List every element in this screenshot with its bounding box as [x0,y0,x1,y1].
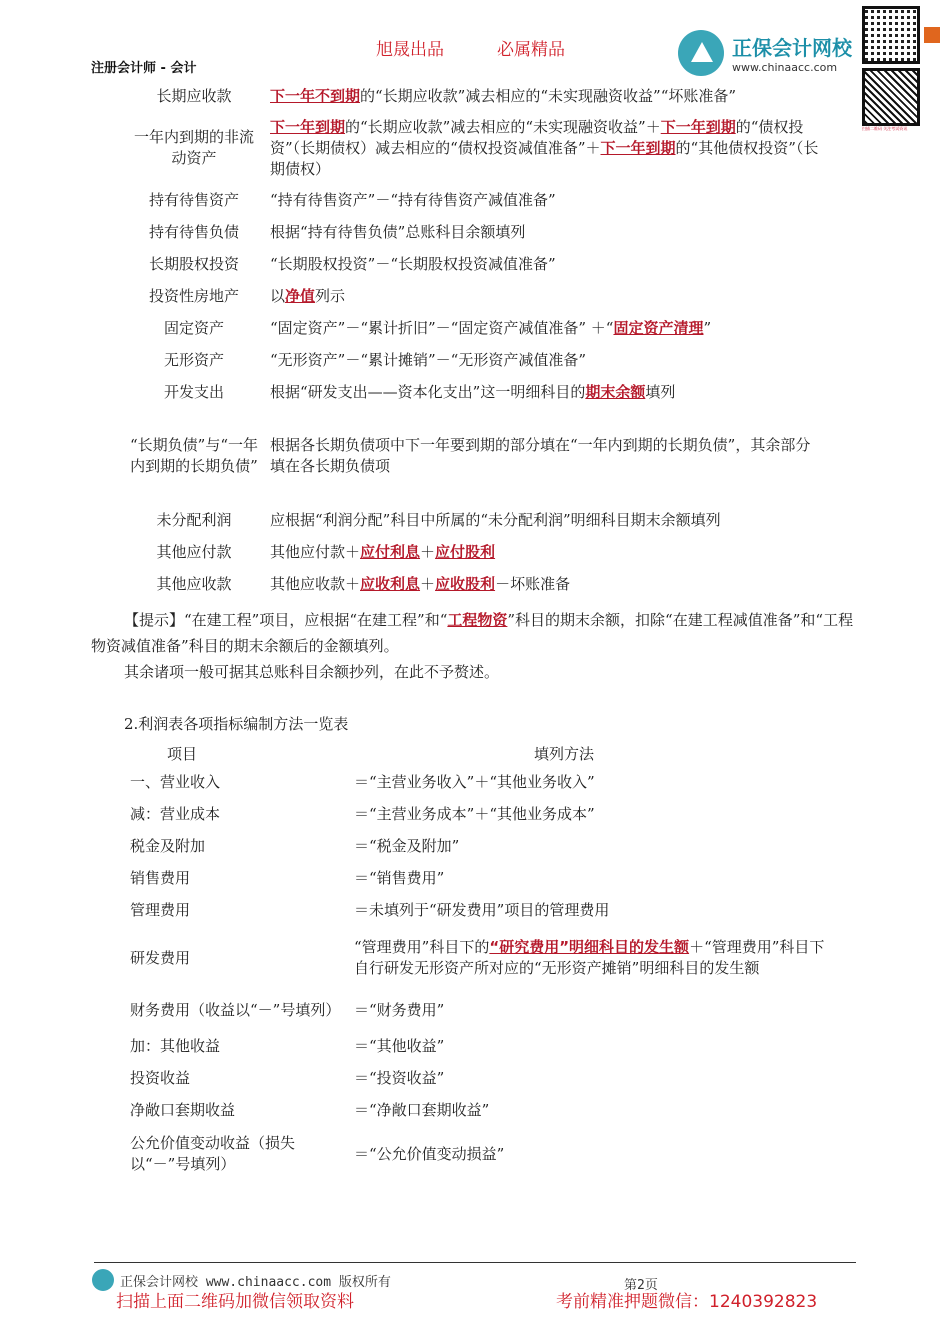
highlight-term: 下一年到期 [270,117,346,136]
item-cell: 公允价值变动收益（损失以“－”号填列） [130,1134,296,1173]
contact-text: 考前精准押题微信：1240392823 [556,1292,818,1312]
table-row [130,894,830,926]
highlight-term: 下一年不到期 [270,86,361,105]
item-cell: 长期应收款 [156,86,232,105]
method-cell [354,862,830,894]
header-method: 填列方法 [534,744,595,763]
method-cell [270,80,824,112]
table-row [124,344,824,376]
table-row [130,1126,830,1182]
method-cell [354,1126,830,1182]
method-text: 根据各长期负债项中下一年要到期的部分填在“一年内到期的长期负债”，其余部分填在各长期负债项 [270,436,811,475]
table-row [124,568,824,600]
method-text: 其他应收款＋ [270,574,361,593]
item-cell: 一年内到期的非流动资产 [133,128,254,167]
method-cell [270,536,824,568]
method-text: 的“长期应收款”减去相应的“未实现融资收益”“坏账准备” [360,86,737,105]
table-row [124,312,824,344]
tip-before: “在建工程”项目，应根据“在建工程”和“ [184,611,448,629]
method-text: 其他应付款＋ [270,542,361,561]
table-row [124,216,824,248]
table-row [130,798,830,830]
method-cell [270,504,824,536]
method-cell [354,1030,830,1062]
method-cell [354,1062,830,1094]
tip-label: 【提示】 [124,611,185,629]
method-cell [354,894,830,926]
highlight-term: 净值 [285,286,316,305]
highlight-term: 应收股利 [435,574,496,593]
badge-icon [924,27,940,43]
item-cell: 持有待售资产 [148,190,239,209]
table-row [124,80,824,112]
item-cell: 税金及附加 [130,836,206,855]
table-row [130,1062,830,1094]
method-cell [270,568,824,600]
method-cell [270,184,824,216]
method-text: 以 [270,286,286,305]
logo[interactable] [678,30,852,76]
section-title: 2.利润表各项指标编制方法一览表 [124,715,349,733]
income-statement-table [130,742,830,1182]
method-text: ＝未填列于“研发费用”项目的管理费用 [354,900,610,919]
method-cell [354,1094,830,1126]
tip-after: ”科目的期末余额，扣除“在建工程减值准备”和“工程物资减值准备”科目的期末余额后的金额填列。 [91,611,854,655]
exam-title: 注册会计师 - 会计 [91,61,197,76]
footer-site-text: 正保会计网校 www.chinaacc.com 版权所有 [120,1274,391,1290]
tip-highlight: 工程物资 [447,611,508,629]
method-text: －坏账准备 [495,574,571,593]
item-cell: 一、营业收入 [130,772,221,791]
table-row [130,1094,830,1126]
table-row [130,1030,830,1062]
scan-text: 扫描上面二维码加微信领取资料 [116,1292,354,1312]
page-number: 第2页 [624,1278,658,1293]
method-text: ＝“主营业务收入”＋“其他业务收入” [354,772,595,791]
item-cell: 减：营业成本 [130,804,221,823]
method-cell [270,248,824,280]
method-text: 的“长期应收款”减去相应的“未实现融资收益”＋ [345,117,661,136]
method-cell [354,926,830,990]
method-text: “无形资产”－“累计摊销”－“无形资产减值准备” [270,350,587,369]
item-cell: 销售费用 [130,868,191,887]
method-text: ＋ [420,574,436,593]
table-row [130,830,830,862]
highlight-term: 应付利息 [360,542,421,561]
method-text: ＝“其他收益” [354,1036,445,1055]
remaining-note: 其余诸项一般可据其总账科目余额抄列，在此不予赘述。 [124,663,500,681]
method-text: 根据“研发支出——资本化支出”这一明细科目的 [270,382,586,401]
method-text: “管理费用”科目下的 [354,938,490,956]
method-text: ＝“投资收益” [354,1068,445,1087]
footer-divider [94,1262,856,1263]
highlight-term: 应付股利 [435,542,496,561]
item-cell: 未分配利润 [156,510,232,529]
table-row [130,926,830,990]
item-cell: 管理费用 [130,900,191,919]
qr-note: 扫描二维码 关注考试资讯 [862,126,908,131]
item-cell: 投资收益 [130,1068,191,1087]
method-cell [270,312,824,344]
item-cell: 财务费用（收益以“－”号填列） [130,1000,341,1019]
method-text: ＝“税金及附加” [354,836,460,855]
method-text: ＝“公允价值变动损益” [354,1144,505,1163]
table-row [124,408,824,504]
table-row [124,280,824,312]
footer-logo-icon [92,1269,114,1291]
method-text: “长期股权投资”－“长期股权投资减值准备” [270,254,556,273]
table-row [124,536,824,568]
logo-icon [678,30,724,76]
method-cell [270,112,824,184]
highlight-term: 应收利息 [360,574,421,593]
method-text: “固定资产”－“累计折旧”－“固定资产减值准备” ＋“ [270,318,614,337]
highlight-term: 期末余额 [585,382,646,401]
slogan-left: 旭晟出品 [376,40,444,60]
item-cell: 研发费用 [130,948,191,967]
method-text: 列示 [315,286,346,305]
table-row [130,990,830,1030]
method-text: ＝“主营业务成本”＋“其他业务成本” [354,804,595,823]
balance-sheet-table [124,80,824,600]
method-cell [354,990,830,1030]
qr-code-icon [862,68,920,126]
method-cell [270,344,824,376]
method-cell [270,280,824,312]
slogan-right: 必属精品 [497,40,565,60]
method-text: ＝“财务费用” [354,1000,445,1019]
method-cell [270,376,824,408]
item-cell: 无形资产 [163,350,224,369]
method-text: ＝“净敞口套期收益” [354,1100,490,1119]
method-text: ＋“管理费用”科目下自行研发无形资产所对应的“无形资产摊销”明细科目的发生额 [354,938,825,977]
item-cell: 长期股权投资 [148,254,239,273]
method-cell [270,216,824,248]
method-text: 根据“持有待售负债”总账科目余额填列 [270,222,526,241]
table-row [124,248,824,280]
qr-block [862,6,946,131]
method-cell [354,798,830,830]
method-cell [354,830,830,862]
tip-paragraph [91,607,861,659]
header-item: 项目 [166,744,197,763]
highlight-term: 固定资产清理 [613,318,704,337]
method-text: ＝“销售费用” [354,868,445,887]
method-text: 的“其他债权投资”（长期债权） [270,138,819,178]
item-cell: 其他应收款 [156,574,232,593]
item-cell: 净敞口套期收益 [130,1100,236,1119]
item-cell: 持有待售负债 [148,222,239,241]
method-cell [354,766,830,798]
method-text: “持有待售资产”－“持有待售资产减值准备” [270,190,556,209]
table-row [124,376,824,408]
table-row [124,184,824,216]
qr-code-icon [862,6,920,64]
table-row [130,766,830,798]
highlight-term: 下一年到期 [600,138,676,157]
item-cell: 固定资产 [163,318,224,337]
item-cell: 其他应付款 [156,542,232,561]
highlight-term: 下一年到期 [660,117,736,136]
table-row [130,862,830,894]
item-cell: 开发支出 [163,382,224,401]
logo-name: 正保会计网校 [732,36,852,60]
method-text: 填列 [645,382,676,401]
item-cell: “长期负债”与“一年内到期的长期负债” [129,436,258,475]
table-row [124,112,824,184]
highlight-term: “研究费用”明细科目的发生额 [489,938,690,956]
item-cell: 加：其他收益 [130,1036,221,1055]
method-text: 应根据“利润分配”科目中所属的“未分配利润”明细科目期末余额填列 [270,510,721,529]
method-text: 的“债权投资”（长期债权）减去相应的“债权投资减值准备”＋ [270,117,804,157]
method-text: ＋ [420,542,436,561]
logo-url: www.chinaacc.com [732,61,838,74]
method-cell [270,408,824,504]
method-text: ” [703,318,712,337]
item-cell: 投资性房地产 [148,286,239,305]
table-row [124,504,824,536]
